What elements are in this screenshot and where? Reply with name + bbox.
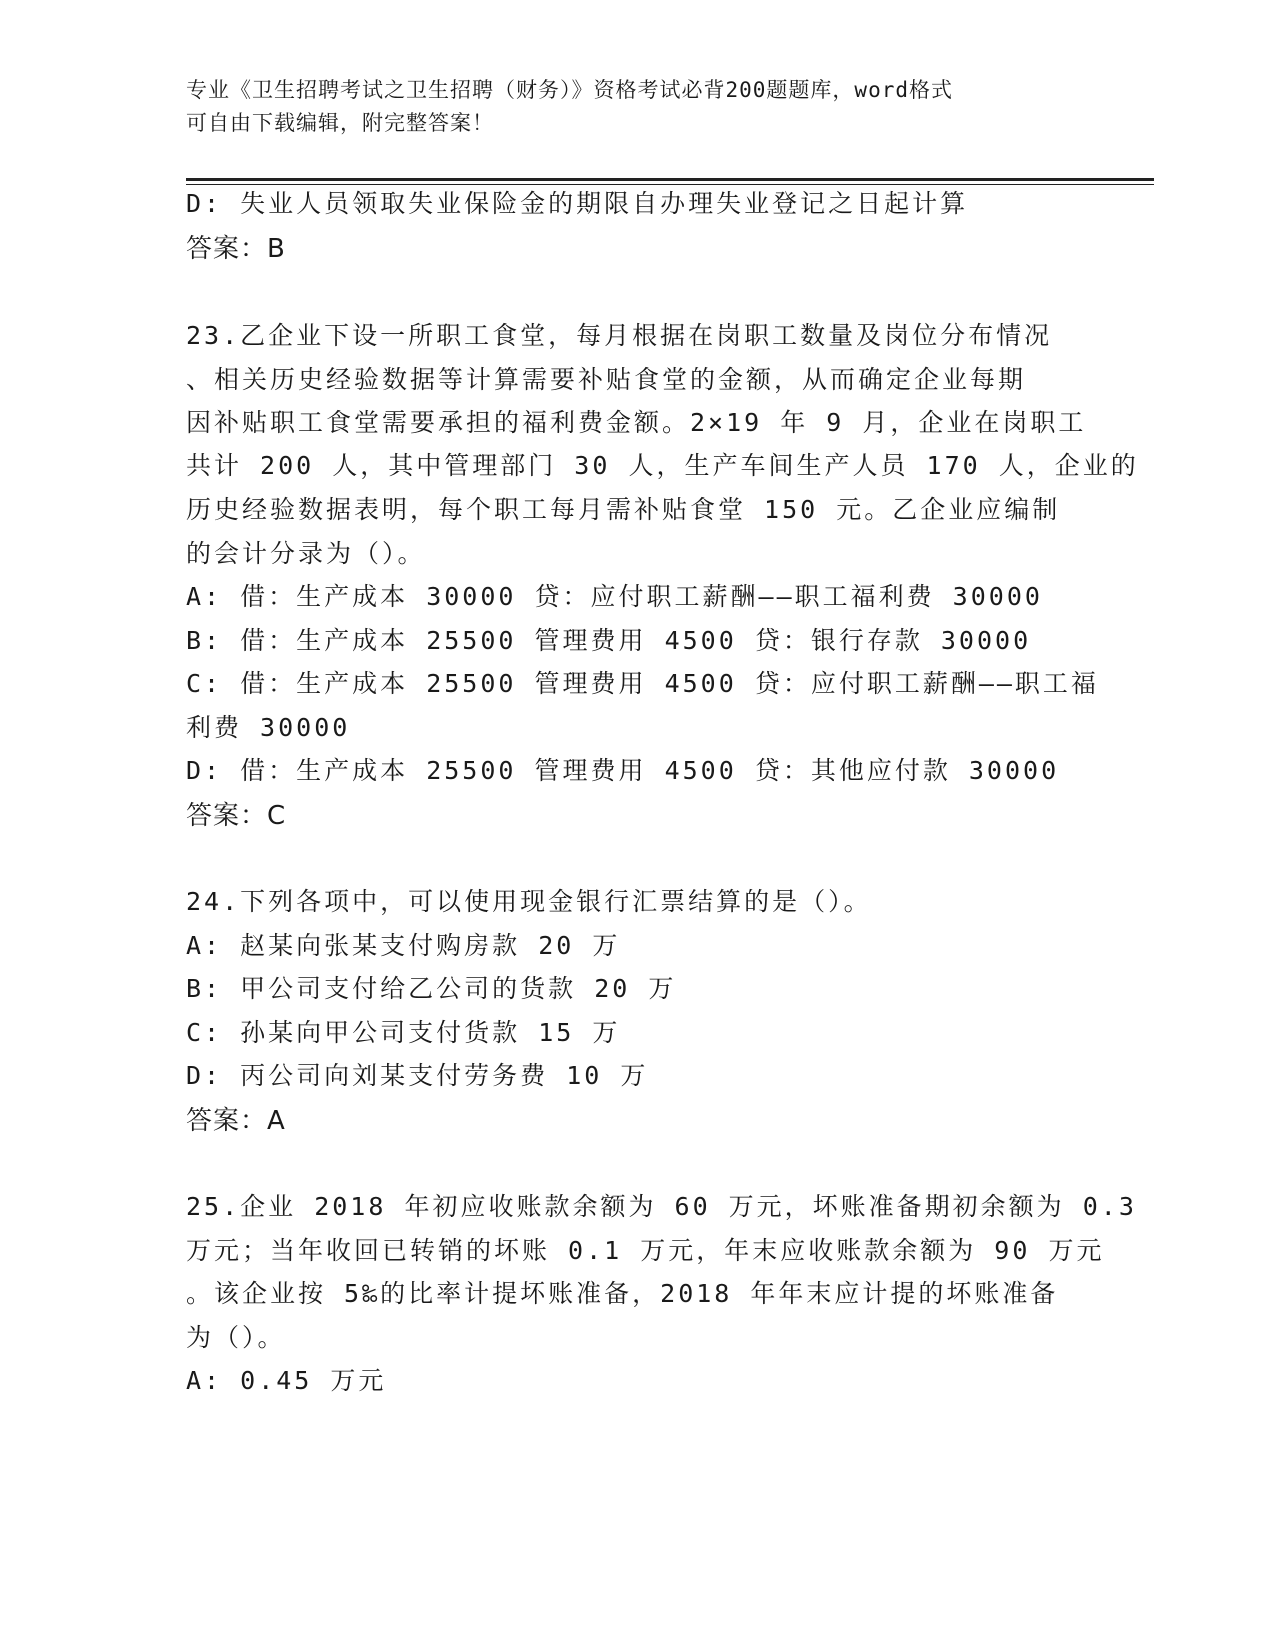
q24-option-b: B: 甲公司支付给乙公司的货款 20 万 [186,974,677,1003]
q22-answer: 答案：B [186,234,286,264]
q23-stem-line-5: 历史经验数据表明，每个职工每月需补贴食堂 150 元。乙企业应编制 [186,495,1061,524]
q23-stem-line-6: 的会计分录为（）。 [186,539,426,568]
header-title-line-1: 专业《卫生招聘考试之卫生招聘（财务）》资格考试必背200题题库，word格式 [186,78,953,102]
q23-stem-line-1: 23.乙企业下设一所职工食堂，每月根据在岗职工数量及岗位分布情况 [186,321,1053,350]
q24-answer: 答案：A [186,1106,286,1136]
q24-option-d: D: 丙公司向刘某支付劳务费 10 万 [186,1061,649,1090]
q23-answer: 答案：C [186,801,287,831]
q23-option-c-line-1: C: 借：生产成本 25500 管理费用 4500 贷：应付职工薪酬——职工福 [186,669,1099,698]
header-divider-thick [186,178,1154,181]
q23-option-c-line-2: 利费 30000 [186,713,351,742]
q23-stem-line-2: 、相关历史经验数据等计算需要补贴食堂的金额，从而确定企业每期 [186,365,1027,394]
q24-option-c: C: 孙某向甲公司支付货款 15 万 [186,1018,621,1047]
q25-stem-line-1: 25.企业 2018 年初应收账款余额为 60 万元，坏账准备期初余额为 0.3 [186,1192,1137,1221]
q25-stem-line-2: 万元；当年收回已转销的坏账 0.1 万元，年末应收账款余额为 90 万元 [186,1236,1105,1265]
q23-option-d: D: 借：生产成本 25500 管理费用 4500 贷：其他应付款 30000 [186,756,1060,785]
q25-option-a: A: 0.45 万元 [186,1366,387,1395]
q23-stem-line-4: 共计 200 人，其中管理部门 30 人，生产车间生产人员 170 人，企业的 [186,451,1139,480]
q25-stem-line-3: 。该企业按 5‰的比率计提坏账准备，2018 年年末应计提的坏账准备 [186,1279,1059,1308]
q23-option-a: A: 借：生产成本 30000 贷：应付职工薪酬——职工福利费 30000 [186,582,1043,611]
q23-option-b: B: 借：生产成本 25500 管理费用 4500 贷：银行存款 30000 [186,626,1032,655]
header-title-line-2: 可自由下载编辑，附完整答案！ [186,111,494,135]
q25-stem-line-4: 为（）。 [186,1323,286,1352]
q23-stem-line-3: 因补贴职工食堂需要承担的福利费金额。2×19 年 9 月，企业在岗职工 [186,408,1087,437]
page-header [186,74,1066,140]
q24-stem: 24.下列各项中，可以使用现金银行汇票结算的是（）。 [186,887,872,916]
q22-option-d: D: 失业人员领取失业保险金的期限自办理失业登记之日起计算 [186,189,969,218]
q24-option-a: A: 赵某向张某支付购房款 20 万 [186,931,621,960]
